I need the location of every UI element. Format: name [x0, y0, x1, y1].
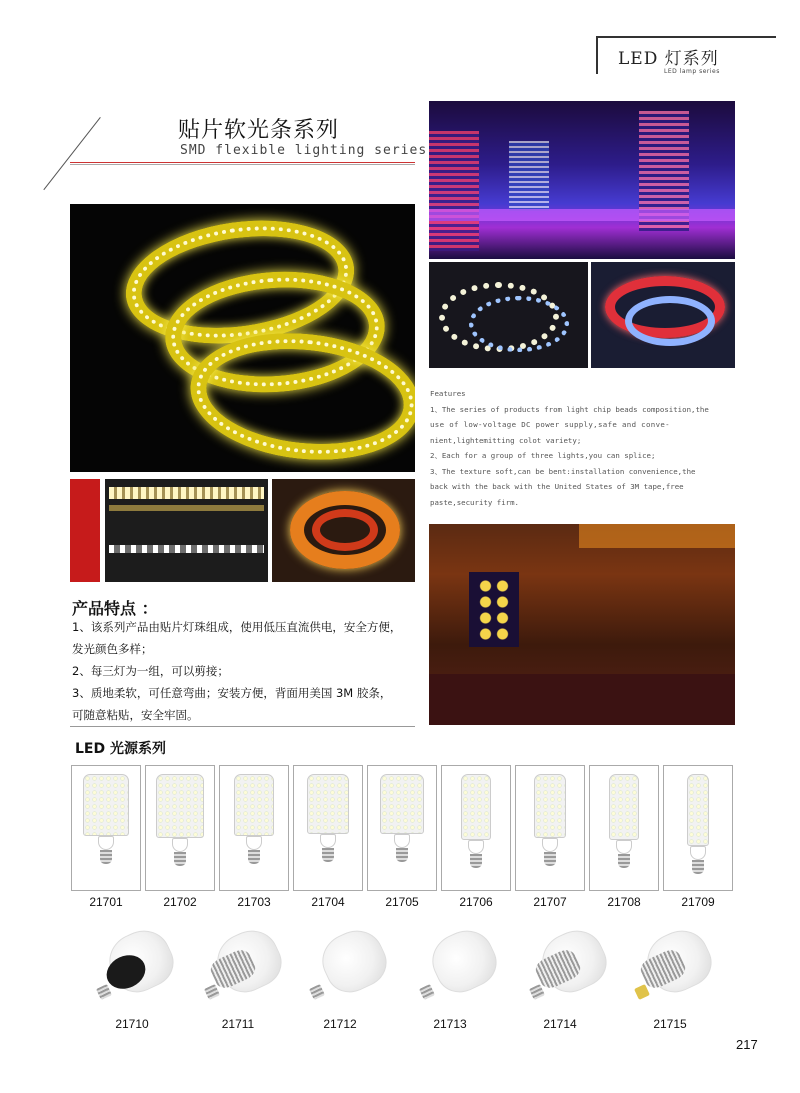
screw-base-icon [529, 984, 545, 1000]
screw-base-icon [174, 852, 186, 866]
model-number: 21713 [433, 1017, 467, 1031]
section-rule [70, 162, 415, 163]
screw-base-icon [470, 854, 482, 868]
screw-base-icon [396, 848, 408, 862]
features-cn-line: 1、该系列产品由贴片灯珠组成，使用低压直流供电，安全方便， [72, 620, 402, 634]
corn-bulb-body [83, 774, 129, 836]
corn-bulb-body [461, 774, 491, 840]
section-rule-secondary [70, 164, 415, 165]
corn-bulb-body [609, 774, 639, 840]
corn-bulb-body [307, 774, 349, 834]
features-cn-line: 发光颜色多样； [72, 642, 153, 656]
photo-ktv-room [429, 524, 735, 725]
screw-base-icon [692, 860, 704, 874]
model-number: 21701 [89, 895, 123, 909]
corn-bulb-base [542, 838, 558, 852]
corn-bulb-base [246, 836, 262, 850]
led-series-heading: LED 光源系列 [75, 741, 166, 757]
section-title-en: SMD flexible lighting series [180, 143, 428, 158]
features-cn-heading: 产品特点 ： [72, 599, 158, 618]
model-number: 21710 [115, 1017, 149, 1031]
highpower-bulb-photo [630, 928, 720, 1008]
photo-blue-club-interior [429, 101, 735, 259]
corn-bulb-photo [589, 765, 659, 891]
series-subtitle: LED lamp series [664, 68, 720, 75]
features-en-heading: Features [430, 389, 466, 398]
features-rule [70, 726, 415, 727]
corn-bulb-photo [145, 765, 215, 891]
corn-bulb-base [172, 838, 188, 852]
corn-bulb-body [380, 774, 424, 834]
bulb-dome [424, 922, 505, 1001]
corn-bulb-base [690, 846, 706, 860]
corn-bulb-base [616, 840, 632, 854]
features-cn-line: 3、质地柔软，可任意弯曲；安装方便，背面用美国 3M 胶条， [72, 686, 392, 700]
features-cn-line: 可随意粘贴，安全牢固。 [72, 708, 199, 722]
model-number: 21703 [237, 895, 271, 909]
features-en-line: 3、The texture soft,can be bent:installation convenience,the [430, 466, 696, 476]
corn-bulb-photo [663, 765, 733, 891]
photo-yellow-strip-coil [70, 204, 415, 472]
features-en-line: 1、The series of products from light chip beads composition,the [430, 404, 709, 414]
photo-red-yellow-reel [272, 479, 415, 582]
features-en-line: nient,lightemitting colot variety; [430, 435, 582, 445]
model-number: 21702 [163, 895, 197, 909]
section-diagonal-divider [43, 117, 100, 190]
screw-base-icon [96, 984, 112, 1000]
features-cn [72, 616, 417, 726]
model-number: 21712 [323, 1017, 357, 1031]
model-number: 21704 [311, 895, 345, 909]
screw-base-icon [544, 852, 556, 866]
screw-base-icon [100, 850, 112, 864]
corn-bulb-body [156, 774, 204, 838]
highpower-bulb-photo [92, 928, 182, 1008]
screw-base-icon [248, 850, 260, 864]
screw-base-icon [204, 984, 220, 1000]
corn-bulb-body [234, 774, 274, 836]
page-number: 217 [736, 1037, 758, 1052]
highpower-bulb-photo [200, 928, 290, 1008]
corn-bulb-photo [219, 765, 289, 891]
screw-base-icon [419, 984, 435, 1000]
model-number: 21707 [533, 895, 567, 909]
highpower-bulb-photo [305, 928, 395, 1008]
photo-white-strips [105, 479, 268, 582]
screw-base-icon [618, 854, 630, 868]
screw-base-icon [634, 984, 650, 1000]
section-title-cn: 贴片软光条系列 [178, 118, 340, 143]
highpower-bulb-photo [525, 928, 615, 1008]
corn-bulb-photo [71, 765, 141, 891]
model-number: 21708 [607, 895, 641, 909]
features-en [430, 386, 735, 510]
photo-red-strip [70, 479, 100, 582]
model-number: 21705 [385, 895, 419, 909]
photo-red-blue-strip-reels [591, 262, 735, 368]
bulb-dome [314, 922, 395, 1001]
corn-bulb-photo [293, 765, 363, 891]
screw-base-icon [309, 984, 325, 1000]
features-en-line: back with the back with the United States of 3M tape,free [430, 482, 684, 491]
features-en-line: paste,security firm. [430, 497, 519, 507]
series-title: LED 灯系列 [618, 49, 719, 69]
features-en-line: 2、Each for a group of three lights,you can splice; [430, 451, 656, 460]
model-number: 21711 [221, 1017, 255, 1031]
corn-bulb-photo [515, 765, 585, 891]
corn-bulb-body [687, 774, 709, 846]
corn-bulb-body [534, 774, 566, 838]
photo-white-blue-strip-reels [429, 262, 588, 368]
model-number: 21706 [459, 895, 493, 909]
corn-bulb-base [394, 834, 410, 848]
corn-bulb-photo [367, 765, 437, 891]
model-number: 21709 [681, 895, 715, 909]
corn-bulb-base [320, 834, 336, 848]
highpower-bulb-photo [415, 928, 505, 1008]
features-en-line: use of low-voltage DC power supply,safe and conve- [430, 420, 670, 429]
corn-bulb-base [98, 836, 114, 850]
corn-bulb-photo [441, 765, 511, 891]
corn-bulb-base [468, 840, 484, 854]
model-number: 21714 [543, 1017, 577, 1031]
model-number: 21715 [653, 1017, 687, 1031]
screw-base-icon [322, 848, 334, 862]
features-cn-line: 2、每三灯为一组，可以剪接； [72, 664, 229, 678]
